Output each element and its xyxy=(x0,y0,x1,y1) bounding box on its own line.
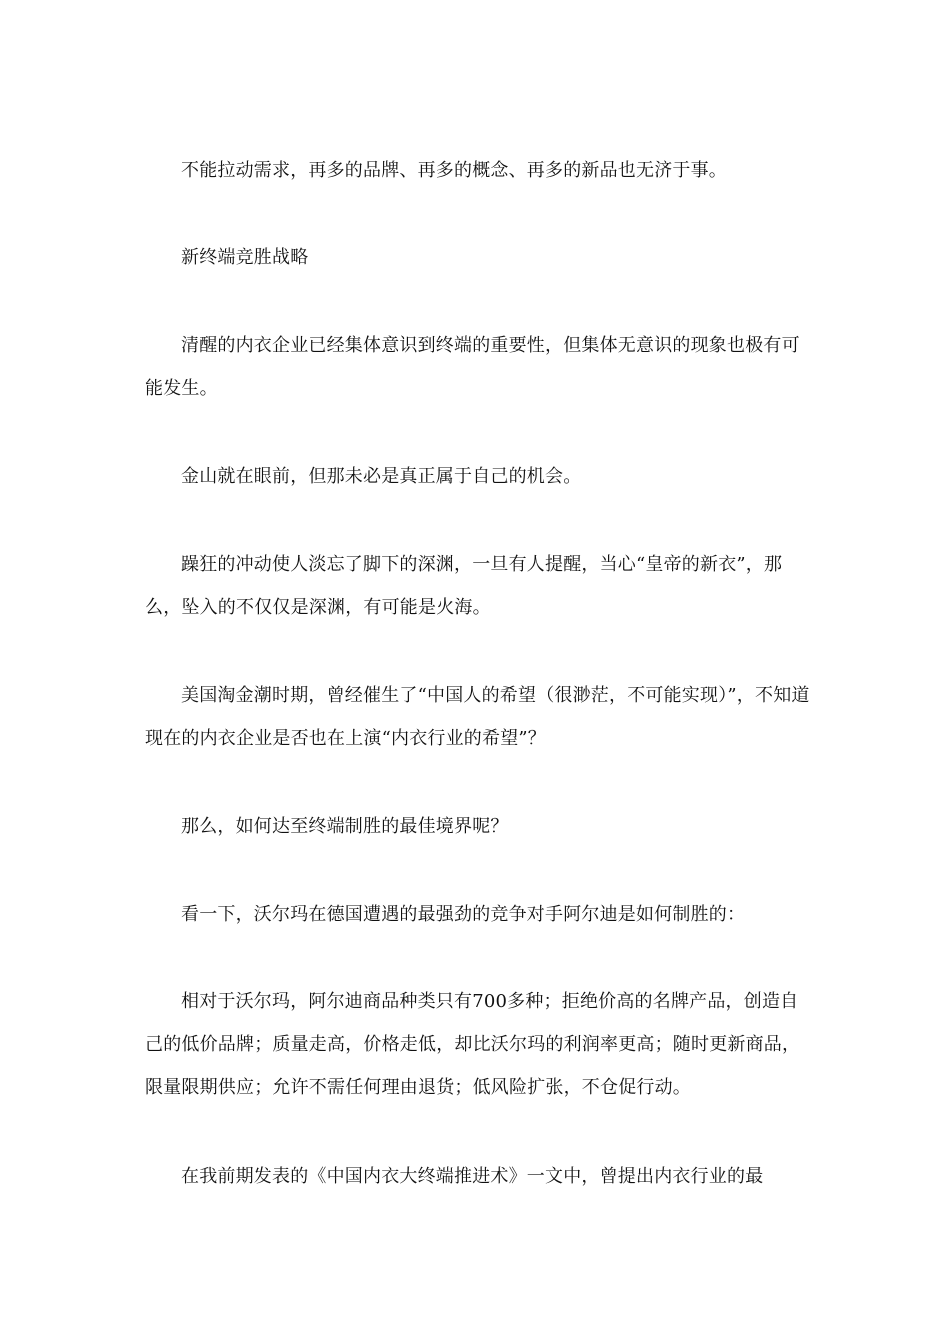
paragraph-1: 不能拉动需求，再多的品牌、再多的概念、再多的新品也无济于事。 xyxy=(181,160,727,181)
paragraph-8: 看一下，沃尔玛在德国遭遇的最强劲的竞争对手阿尔迪是如何制胜的： xyxy=(181,904,746,925)
paragraph-6: 美国淘金潮时期，曾经催生了“中国人的希望（很渺茫，不可能实现）”，不知道现在的内衣企业是否也在上演“内衣行业的希望”？ xyxy=(145,685,810,749)
paragraph-5: 躁狂的冲动使人淡忘了脚下的深渊，一旦有人提醒，当心“皇帝的新衣”，那么，坠入的不仅仅是深渊，有可能是火海。 xyxy=(145,554,783,618)
section-heading: 新终端竞胜战略 xyxy=(181,247,309,268)
paragraph-4: 金山就在眼前，但那未必是真正属于自己的机会。 xyxy=(181,466,582,487)
paragraph-10: 在我前期发表的《中国内衣大终端推进术》一文中，曾提出内衣行业的最 xyxy=(181,1166,764,1187)
paragraph-3: 清醒的内衣企业已经集体意识到终端的重要性，但集体无意识的现象也极有可能发生。 xyxy=(145,335,800,399)
paragraph-9: 相对于沃尔玛，阿尔迪商品种类只有700多种；拒绝价高的名牌产品，创造自己的低价品牌；质量走高，价格走低，却比沃尔玛的利润率更高；随时更新商品，限量限期供应；允许不需任何理由退货；低风险扩张，不仓促行动。 xyxy=(145,991,801,1098)
paragraph-7: 那么，如何达至终端制胜的最佳境界呢？ xyxy=(181,816,509,837)
